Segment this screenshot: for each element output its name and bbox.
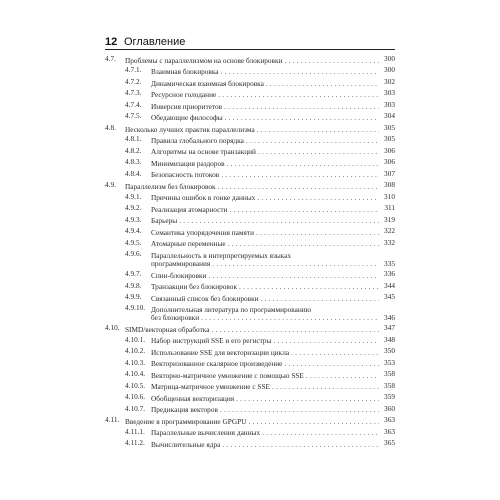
toc-entry-title: Использование SSE для векторизации цикла . . .	[151, 349, 379, 357]
toc-entry-title: Параллелизм без блокировок . . .	[125, 183, 379, 191]
toc-section	[105, 324, 395, 335]
toc-entry-title-continued: без блокировки . . .	[151, 314, 379, 322]
toc-entry-page: 350	[384, 346, 395, 356]
toc-entry-page: 305	[384, 122, 395, 132]
toc-entry-page: 335	[384, 259, 395, 269]
toc-entry-page: 346	[384, 313, 395, 323]
toc-entry-number: 4.9.5.	[125, 237, 142, 247]
toc-entry-page: 347	[384, 323, 395, 333]
toc-subsection	[105, 101, 395, 112]
toc-entry-title: Динамическая взаимная блокировка . . .	[151, 80, 379, 88]
toc-entry-title: Введение в программирование GPGPU . . .	[125, 418, 379, 426]
toc-entry-number: 4.11.	[105, 415, 120, 425]
toc-entry-page: 345	[384, 291, 395, 301]
toc-entry-page: 344	[384, 280, 395, 290]
toc-entry-page: 306	[384, 157, 395, 167]
toc-subsection	[105, 293, 395, 304]
page-number: 12	[105, 36, 118, 48]
toc-entry-number: 4.7.4.	[125, 99, 142, 109]
toc-entry-title: Дополнительная литература по программированию	[151, 305, 312, 315]
toc-entry-title: Реализация атомарности . . .	[151, 206, 379, 214]
toc-entry-page: 300	[384, 54, 395, 63]
toc-entry-title: Транзакции без блокировок . . .	[151, 283, 379, 291]
toc-section	[105, 416, 395, 427]
toc-entry-title: Связанный список без блокировки . . .	[151, 295, 379, 303]
toc-section	[105, 55, 395, 66]
toc-entry-page: 348	[384, 334, 395, 344]
toc-entry-page: 353	[384, 357, 395, 367]
toc-entry-title: Правила глобального порядка . . .	[151, 137, 379, 145]
toc-entry-title: Векторно-матричное умножение с помощью SSE . . .	[151, 372, 379, 380]
toc-entry-page: 358	[384, 369, 395, 379]
toc-subsection	[105, 216, 395, 227]
toc-entry-title: Векторизованное скалярное произведение . . .	[151, 360, 379, 368]
toc-entry-page: 304	[384, 111, 395, 121]
toc-entry-page: 365	[384, 438, 395, 448]
toc-subsection	[105, 336, 395, 347]
toc-entry-page: 332	[384, 237, 395, 247]
toc-entry-title: Матрица-матричное умножение с SSE . . .	[151, 383, 379, 391]
toc-subsection	[105, 359, 395, 370]
toc-subsection	[105, 282, 395, 293]
toc-subsection	[105, 66, 395, 77]
toc-subsection	[105, 304, 395, 324]
toc-entry-title: Обедающие философы . . .	[151, 114, 379, 122]
toc-entry-number: 4.7.2.	[125, 76, 142, 86]
toc-entry-title: Параллельность в интерпретируемых языках	[151, 250, 292, 260]
toc-entry-number: 4.10.7.	[125, 403, 146, 413]
toc-entry-title: Безопасность потоков . . .	[151, 171, 379, 179]
toc-entry-page: 360	[384, 403, 395, 413]
toc-entry-number: 4.7.1.	[125, 65, 142, 75]
toc-entry-page: 303	[384, 99, 395, 109]
toc-entry-title: Проблемы с параллелизмом на основе блокировки . . .	[125, 57, 379, 65]
toc-entry-page: 308	[384, 180, 395, 190]
toc-subsection	[105, 239, 395, 250]
toc-entry-number: 4.9.7.	[125, 269, 142, 279]
toc-entry-number: 4.9.2.	[125, 203, 142, 213]
toc-entry-page: 359	[384, 392, 395, 402]
toc-entry-number: 4.7.5.	[125, 111, 142, 121]
toc-entry-number: 4.9.1.	[125, 191, 142, 201]
toc-entry-page: 306	[384, 145, 395, 155]
table-of-contents	[105, 55, 395, 451]
toc-entry-number: 4.10.1.	[125, 334, 146, 344]
toc-entry-number: 4.10.3.	[125, 357, 146, 367]
toc-subsection	[105, 89, 395, 100]
toc-subsection	[105, 158, 395, 169]
toc-entry-title: Алгоритмы на основе транзакций . . .	[151, 148, 379, 156]
toc-subsection	[105, 393, 395, 404]
toc-entry-title: Спин-блокировки . . .	[151, 272, 379, 280]
document-page	[105, 0, 395, 500]
toc-entry-page: 363	[384, 415, 395, 425]
toc-entry-number: 4.10.6.	[125, 392, 146, 402]
toc-subsection	[105, 135, 395, 146]
toc-entry-title: Предикация векторов . . .	[151, 406, 379, 414]
toc-entry-title: Инверсия приоритетов . . .	[151, 103, 379, 111]
toc-entry-number: 4.10.5.	[125, 380, 146, 390]
toc-entry-title: Взаимная блокировка . . .	[151, 68, 379, 76]
toc-entry-title: Причины ошибок в гонке данных . . .	[151, 194, 379, 202]
toc-entry-number: 4.9.8.	[125, 280, 142, 290]
toc-entry-number: 4.8.3.	[125, 157, 142, 167]
toc-entry-number: 4.9.	[105, 180, 116, 190]
toc-entry-number: 4.11.2.	[125, 438, 145, 448]
header-title: Оглавление	[124, 36, 186, 48]
toc-entry-page: 322	[384, 226, 395, 236]
toc-section	[105, 181, 395, 192]
toc-entry-number: 4.9.9.	[125, 291, 142, 301]
toc-entry-title: SIMD/векторная обработка . . .	[125, 326, 379, 334]
toc-subsection	[105, 370, 395, 381]
toc-subsection	[105, 405, 395, 416]
toc-entry-title: Барьеры . . .	[151, 217, 379, 225]
toc-subsection	[105, 193, 395, 204]
toc-entry-number: 4.8.1.	[125, 134, 142, 144]
toc-entry-page: 303	[384, 88, 395, 98]
toc-entry-title: Обобщенная векторизация . . .	[151, 395, 379, 403]
toc-entry-title: Несколько лучших практик параллелизма . . .	[125, 126, 379, 134]
toc-entry-number: 4.7.3.	[125, 88, 142, 98]
toc-entry-title: Атомарные переменные . . .	[151, 240, 379, 248]
toc-subsection	[105, 170, 395, 181]
toc-entry-number: 4.7.	[105, 54, 116, 63]
toc-entry-title: Вычислительные ядра . . .	[151, 441, 379, 449]
toc-entry-page: 302	[384, 76, 395, 86]
toc-entry-page: 300	[384, 65, 395, 75]
toc-entry-page: 307	[384, 168, 395, 178]
toc-section	[105, 124, 395, 135]
toc-entry-number: 4.9.3.	[125, 214, 142, 224]
toc-entry-page: 336	[384, 269, 395, 279]
toc-subsection	[105, 147, 395, 158]
toc-entry-title: Минимизация раздоров . . .	[151, 160, 379, 168]
toc-entry-title: Параллельные вычисления данных . . .	[151, 429, 379, 437]
toc-subsection	[105, 78, 395, 89]
toc-entry-page: 310	[384, 191, 395, 201]
toc-subsection	[105, 112, 395, 123]
toc-entry-number: 4.10.4.	[125, 369, 146, 379]
toc-subsection	[105, 347, 395, 358]
running-header	[105, 36, 395, 50]
toc-subsection	[105, 250, 395, 270]
header-rule	[105, 49, 395, 50]
toc-entry-number: 4.9.10.	[125, 303, 146, 313]
toc-entry-number: 4.10.2.	[125, 346, 146, 356]
toc-entry-number: 4.8.4.	[125, 168, 142, 178]
toc-subsection	[105, 439, 395, 450]
toc-entry-title: Ресурсное голодание . . .	[151, 91, 379, 99]
toc-entry-page: 305	[384, 134, 395, 144]
toc-entry-title: Набор инструкций SSE и его регистры . . .	[151, 337, 379, 345]
toc-entry-number: 4.11.1.	[125, 426, 145, 436]
toc-subsection	[105, 270, 395, 281]
toc-subsection	[105, 227, 395, 238]
toc-entry-title-continued: программирования . . .	[151, 260, 379, 268]
toc-entry-number: 4.9.6.	[125, 249, 142, 259]
toc-entry-page: 363	[384, 426, 395, 436]
toc-entry-number: 4.9.4.	[125, 226, 142, 236]
toc-entry-page: 319	[384, 214, 395, 224]
toc-entry-number: 4.8.2.	[125, 145, 142, 155]
toc-entry-number: 4.10.	[105, 323, 120, 333]
toc-subsection	[105, 204, 395, 215]
toc-entry-page: 311	[384, 203, 395, 213]
toc-entry-title: Семантика упорядочения памяти . . .	[151, 229, 379, 237]
toc-entry-number: 4.8.	[105, 122, 116, 132]
toc-entry-page: 358	[384, 380, 395, 390]
toc-subsection	[105, 382, 395, 393]
toc-subsection	[105, 428, 395, 439]
